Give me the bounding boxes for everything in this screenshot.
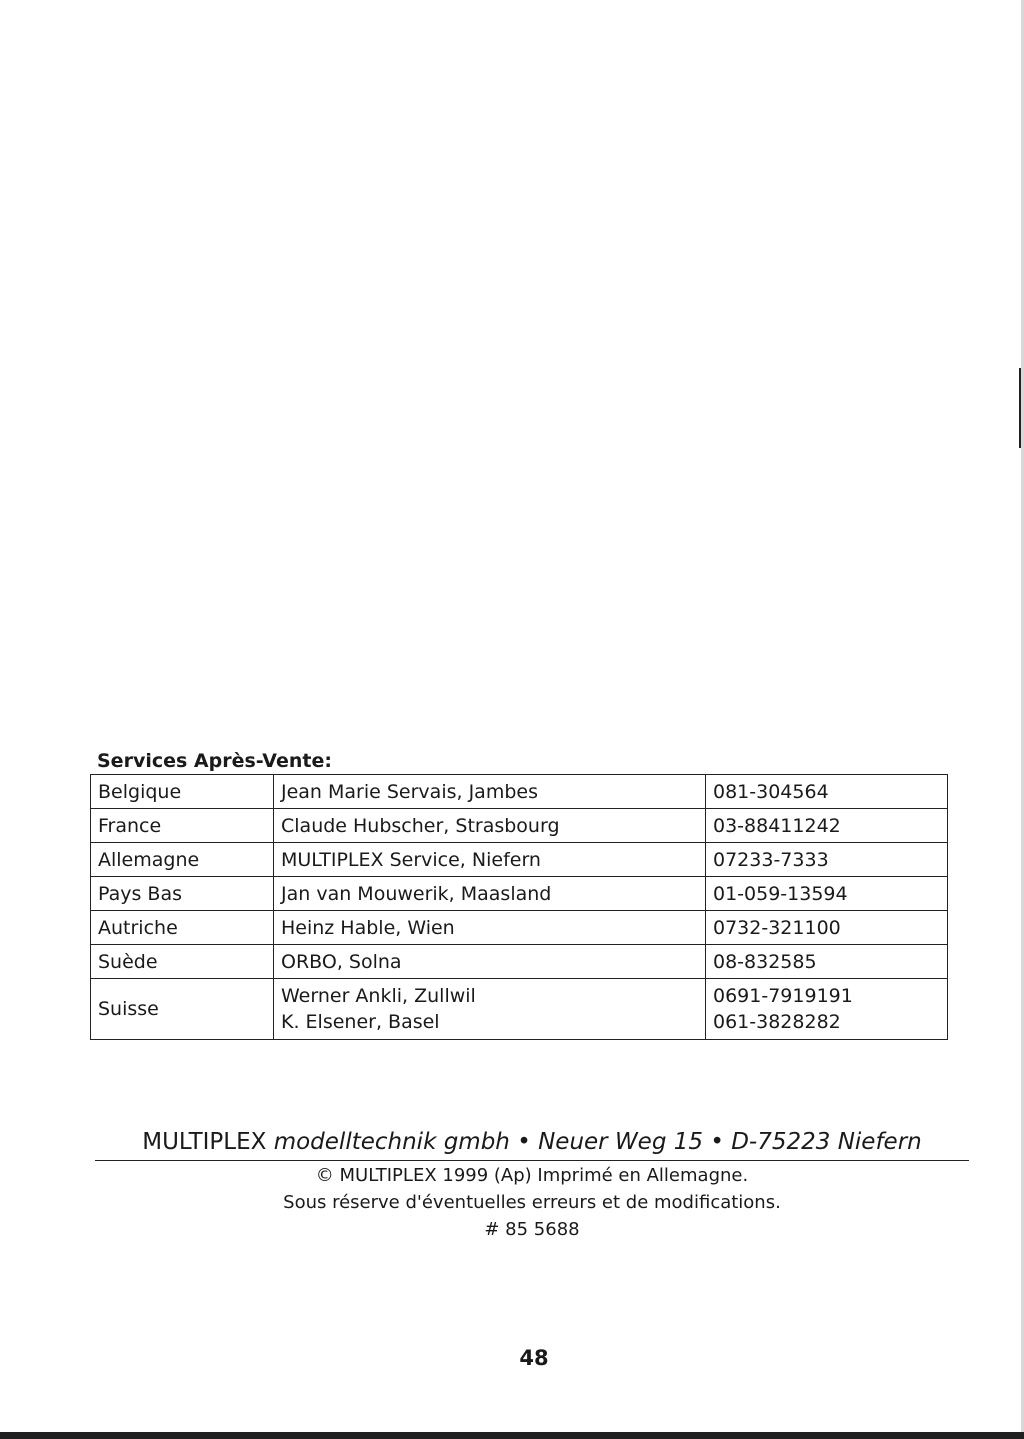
- country-cell: Suisse: [91, 979, 274, 1040]
- service-table: [90, 774, 948, 1040]
- country-cell: Belgique: [91, 775, 274, 809]
- table-row: [91, 877, 948, 911]
- country-cell: Suède: [91, 945, 274, 979]
- company-address: [95, 1129, 969, 1155]
- contact-cell: Heinz Hable, Wien: [274, 911, 706, 945]
- phone-cell: 07233-7333: [706, 843, 948, 877]
- separator-dot: •: [517, 1129, 531, 1155]
- separator-dot: •: [710, 1129, 724, 1155]
- street-address: Neuer Weg 15: [538, 1129, 704, 1155]
- table-row: [91, 843, 948, 877]
- phone-cell: 01-059-13594: [706, 877, 948, 911]
- table-row: [91, 945, 948, 979]
- brand-name: MULTIPLEX: [142, 1129, 267, 1155]
- city-address: D-75223 Niefern: [731, 1129, 922, 1155]
- country-cell: Autriche: [91, 911, 274, 945]
- table-row: [91, 809, 948, 843]
- phone-line: 061-3828282: [713, 1011, 841, 1033]
- contact-cell: MULTIPLEX Service, Niefern: [274, 843, 706, 877]
- page-edge-mark: [1019, 368, 1021, 448]
- phone-cell: 08-832585: [706, 945, 948, 979]
- table-row: [91, 911, 948, 945]
- table-row: [91, 775, 948, 809]
- phone-cell: 03-88411242: [706, 809, 948, 843]
- copyright-line: © MULTIPLEX 1999 (Ap) Imprimé en Allemagne.: [315, 1165, 749, 1186]
- phone-line: 0691-7919191: [713, 985, 853, 1007]
- country-cell: France: [91, 809, 274, 843]
- phone-cell: [706, 979, 948, 1040]
- contact-cell: Claude Hubscher, Strasbourg: [274, 809, 706, 843]
- company-name: modelltechnik gmbh: [273, 1129, 510, 1155]
- table-row: [91, 979, 948, 1040]
- contact-line: Werner Ankli, Zullwil: [281, 985, 476, 1007]
- part-number: # 85 5688: [484, 1219, 580, 1240]
- phone-cell: 0732-321100: [706, 911, 948, 945]
- contact-cell: Jean Marie Servais, Jambes: [274, 775, 706, 809]
- page-number: 48: [519, 1346, 549, 1370]
- contact-cell: Jan van Mouwerik, Maasland: [274, 877, 706, 911]
- contact-cell: [274, 979, 706, 1040]
- contact-line: K. Elsener, Basel: [281, 1011, 440, 1033]
- service-heading: Services Après-Vente:: [97, 750, 332, 772]
- country-cell: Allemagne: [91, 843, 274, 877]
- contact-cell: ORBO, Solna: [274, 945, 706, 979]
- phone-cell: 081-304564: [706, 775, 948, 809]
- country-cell: Pays Bas: [91, 877, 274, 911]
- disclaimer-line: Sous réserve d'éventuelles erreurs et de modifications.: [283, 1192, 781, 1213]
- footer-divider: [95, 1160, 969, 1161]
- page-bottom-edge: [0, 1432, 1024, 1439]
